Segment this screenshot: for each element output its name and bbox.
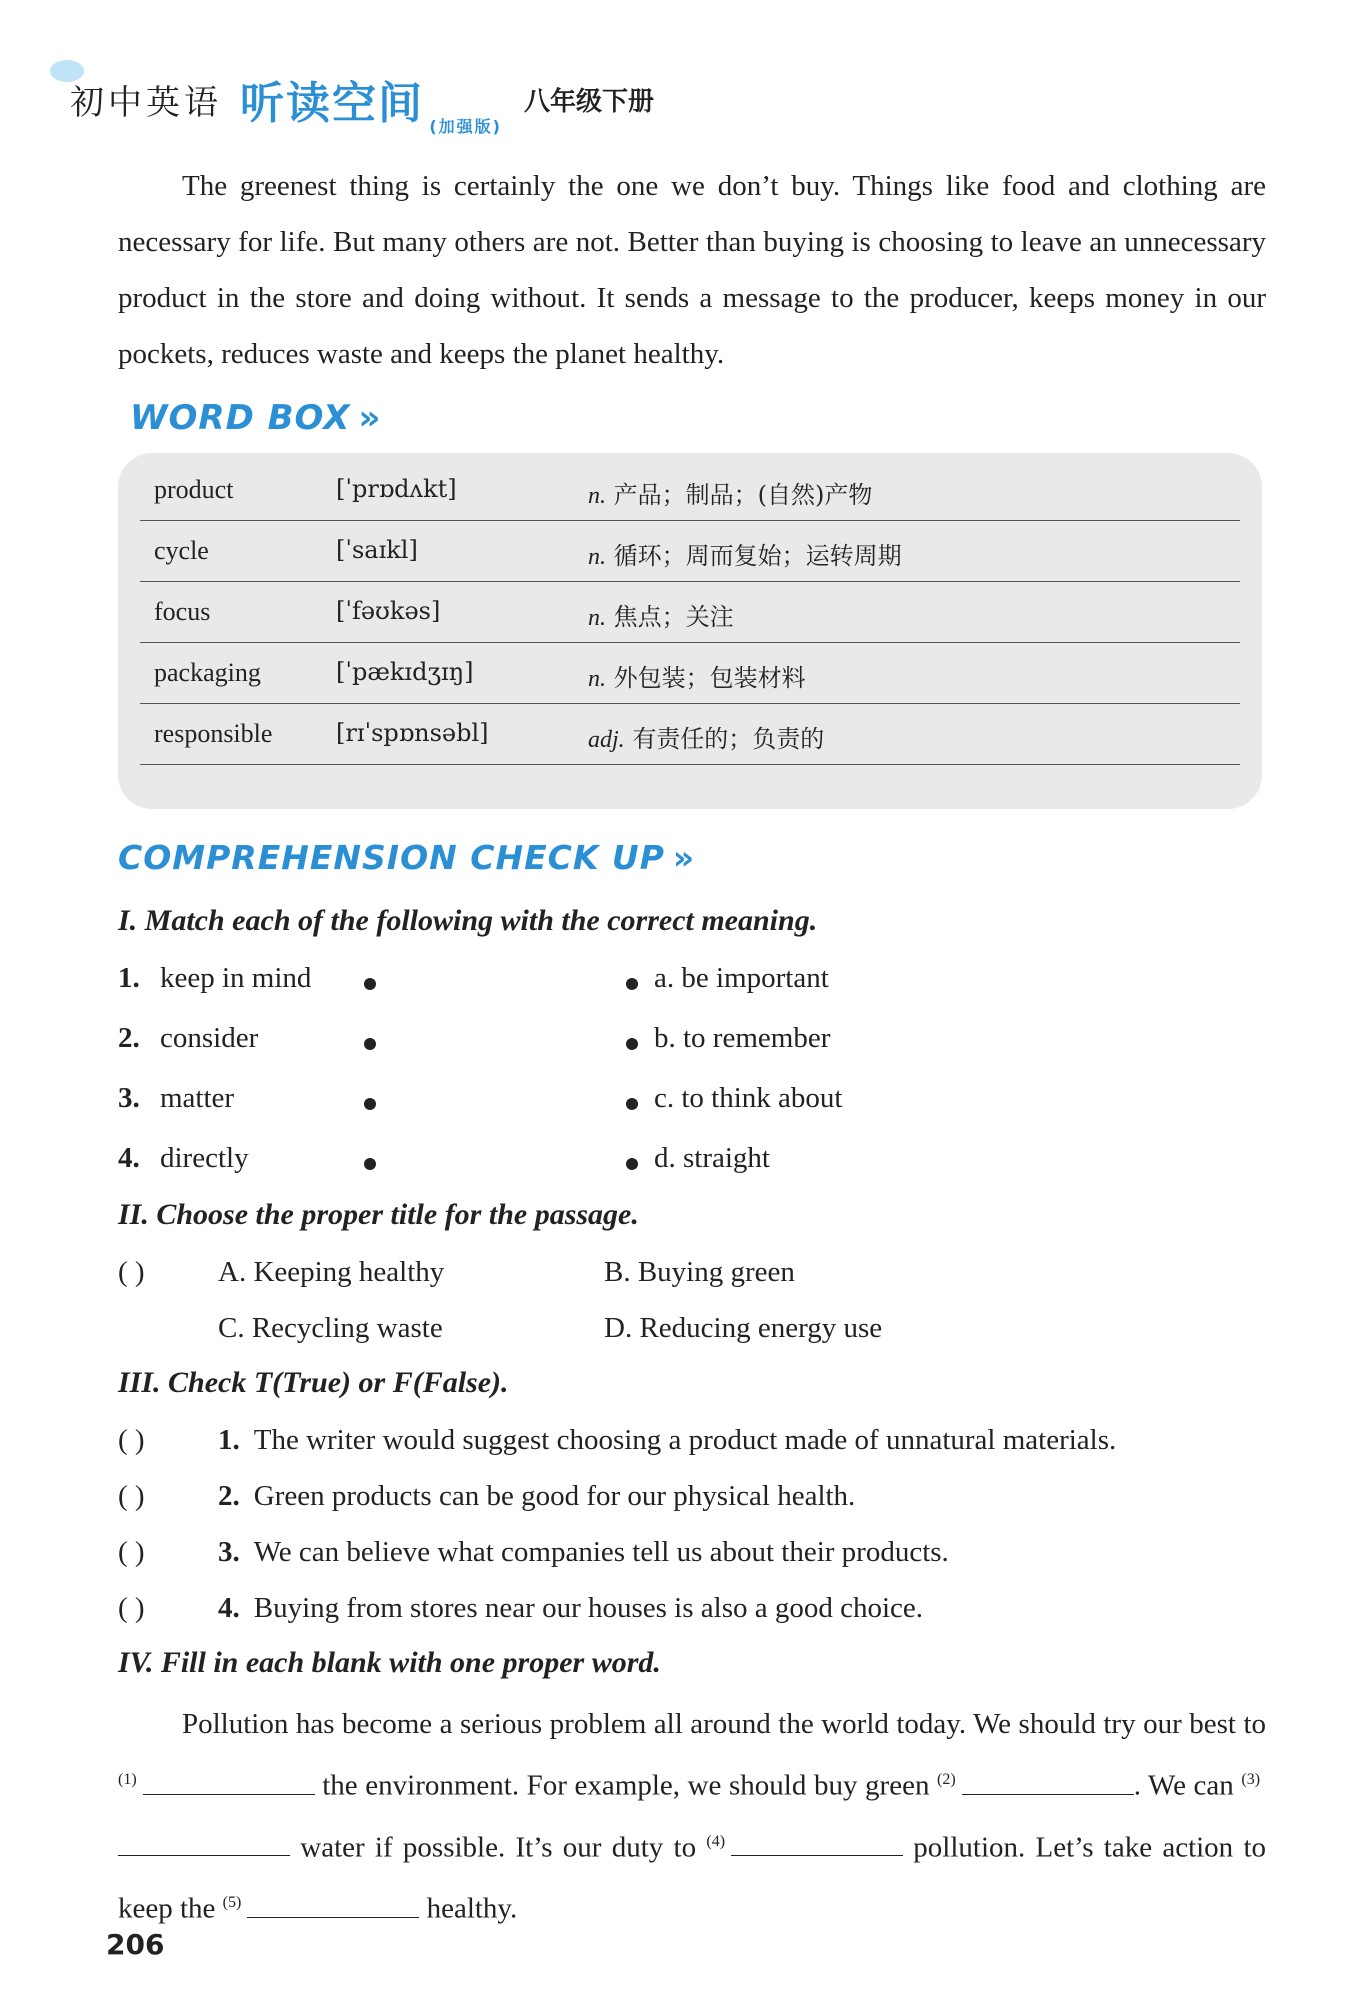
answer-blank[interactable]: ( ) (118, 1536, 145, 1568)
tf-item (118, 1480, 855, 1513)
match-dot-left[interactable] (364, 1098, 376, 1110)
word-entry (140, 703, 1240, 765)
word-entry (140, 459, 1240, 521)
blank-number: (2) (937, 1771, 956, 1788)
answer-blank[interactable]: ( ) (118, 1424, 145, 1456)
match-term: matter (160, 1082, 235, 1114)
match-row (118, 962, 1018, 1006)
match-dot-left[interactable] (364, 1038, 376, 1050)
fill-text: the environment. For example, we should buy green (322, 1769, 930, 1802)
blank-3[interactable] (118, 1829, 290, 1856)
blank-5[interactable] (247, 1891, 419, 1918)
match-dot-left[interactable] (364, 978, 376, 990)
tf-statement: The writer would suggest choosing a product made of unnatural materials. (253, 1424, 1117, 1456)
comprehension-heading (118, 838, 695, 877)
match-dot-left[interactable] (364, 1158, 376, 1170)
item-number: 3. (118, 1082, 140, 1114)
blank-number: (4) (706, 1832, 726, 1850)
item-number: 4. (218, 1592, 240, 1624)
blank-4[interactable] (731, 1829, 903, 1856)
match-term: consider (160, 1022, 259, 1054)
part-of-speech: n. (588, 605, 606, 631)
meaning: 焦点；关注 (613, 603, 734, 631)
item-number: 2. (118, 1022, 140, 1054)
tf-statement: Green products can be good for our physical health. (253, 1480, 856, 1512)
part-of-speech: n. (588, 483, 606, 509)
blank-number: (1) (118, 1771, 137, 1788)
blank-number: (3) (1241, 1771, 1261, 1788)
word-entry (140, 581, 1240, 643)
item-number: 4. (118, 1142, 140, 1174)
double-chevron-icon: » (358, 398, 382, 438)
fill-text: water if possible. It’s our duty to (300, 1831, 697, 1864)
item-number: 1. (218, 1424, 240, 1456)
match-term: keep in mind (160, 962, 312, 994)
part-of-speech: n. (588, 544, 606, 570)
answer-blank[interactable]: ( ) (118, 1256, 145, 1288)
choice-row (118, 1256, 795, 1289)
match-term: directly (160, 1142, 249, 1174)
series-name: 初中英语 (70, 82, 222, 123)
definition (588, 475, 872, 510)
fill-text: healthy. (426, 1892, 518, 1925)
answer-blank[interactable]: ( ) (118, 1480, 145, 1512)
definition (588, 597, 734, 632)
word-entry (140, 642, 1240, 704)
meaning: 外包装；包装材料 (613, 664, 806, 692)
blank-2[interactable] (962, 1768, 1134, 1795)
part-of-speech: adj. (588, 727, 625, 753)
match-dot-right[interactable] (626, 1038, 638, 1050)
part2-title: II. Choose the proper title for the passage. (118, 1198, 639, 1231)
page-number: 206 (106, 1928, 165, 1961)
match-row (118, 1142, 1018, 1186)
match-row (118, 1022, 1018, 1066)
blank-1[interactable] (143, 1768, 315, 1795)
match-row (118, 1082, 1018, 1126)
part-of-speech: n. (588, 666, 606, 692)
tf-statement: We can believe what companies tell us about their products. (253, 1536, 949, 1568)
option-d: D. Reducing energy use (604, 1312, 883, 1344)
reading-passage: The greenest thing is certainly the one we don’t buy. Things like food and clothing are necessary for life. But many others are not. Better than buying is choosing to leave an unnecessary product in the store and doing without. It sends a message to the producer, keeps money in our pockets, reduces waste and keeps the planet healthy. (118, 170, 1266, 370)
word: cycle (154, 536, 209, 565)
meaning: 产品；制品；(自然)产物 (613, 481, 873, 509)
match-dot-right[interactable] (626, 1098, 638, 1110)
fill-text: Pollution has become a serious problem all around the world today. We should try our best to (182, 1708, 1266, 1740)
blank-number: (5) (222, 1894, 242, 1912)
word-box (118, 453, 1262, 809)
page-header (70, 64, 654, 134)
comprehension-title: COMPREHENSION CHECK UP (118, 838, 665, 877)
option-a: A. Keeping healthy (218, 1256, 445, 1288)
tf-item (118, 1592, 923, 1625)
pronunciation: [rɪˈspɒnsəbl] (336, 719, 489, 747)
word: product (154, 475, 234, 504)
fill-text: pollution. Let’s take action to keep the (118, 1831, 1267, 1925)
definition (588, 658, 806, 693)
part1-title: I. Match each of the following with the correct meaning. (118, 904, 818, 937)
fill-text: . We can (1133, 1769, 1234, 1802)
meaning: 循环；周而复始；运转周期 (613, 542, 902, 570)
definition (588, 536, 902, 571)
item-number: 1. (118, 962, 140, 994)
pronunciation: [ˈsaɪkl] (336, 536, 418, 564)
word: focus (154, 597, 211, 626)
option-b: B. Buying green (604, 1256, 795, 1288)
double-chevron-icon: » (672, 838, 696, 877)
word: responsible (154, 719, 273, 748)
match-dot-right[interactable] (626, 1158, 638, 1170)
part3-title: III. Check T(True) or F(False). (118, 1366, 509, 1399)
fill-passage (118, 1696, 1266, 1937)
choice-row (118, 1312, 882, 1345)
tf-item (118, 1536, 949, 1569)
pronunciation: [ˈpækɪdʒɪŋ] (336, 658, 474, 686)
logo-text: 听读空间 (240, 78, 424, 129)
item-number: 3. (218, 1536, 240, 1568)
option-c: C. Recycling waste (218, 1312, 443, 1344)
series-logo (240, 67, 502, 136)
tf-item (118, 1424, 1116, 1457)
word-entry (140, 520, 1240, 582)
answer-blank[interactable]: ( ) (118, 1592, 145, 1624)
pronunciation: [ˈprɒdʌkt] (336, 475, 457, 503)
match-meaning: b. to remember (654, 1022, 831, 1054)
word: packaging (154, 658, 261, 687)
part4-title: IV. Fill in each blank with one proper word. (118, 1646, 661, 1679)
tf-statement: Buying from stores near our houses is also a good choice. (253, 1592, 924, 1624)
definition (588, 719, 824, 754)
match-dot-right[interactable] (626, 978, 638, 990)
match-meaning: d. straight (654, 1142, 770, 1174)
decor-bubble (50, 60, 84, 82)
word-box-title: WORD BOX (130, 398, 351, 438)
logo-edition: (加强版) (429, 117, 502, 136)
pronunciation: [ˈfəʊkəs] (336, 597, 441, 625)
match-meaning: c. to think about (654, 1082, 843, 1114)
match-meaning: a. be important (654, 962, 829, 994)
word-box-heading (130, 398, 381, 438)
grade-label: 八年级下册 (524, 86, 655, 117)
meaning: 有责任的；负责的 (632, 725, 825, 753)
item-number: 2. (218, 1480, 240, 1512)
